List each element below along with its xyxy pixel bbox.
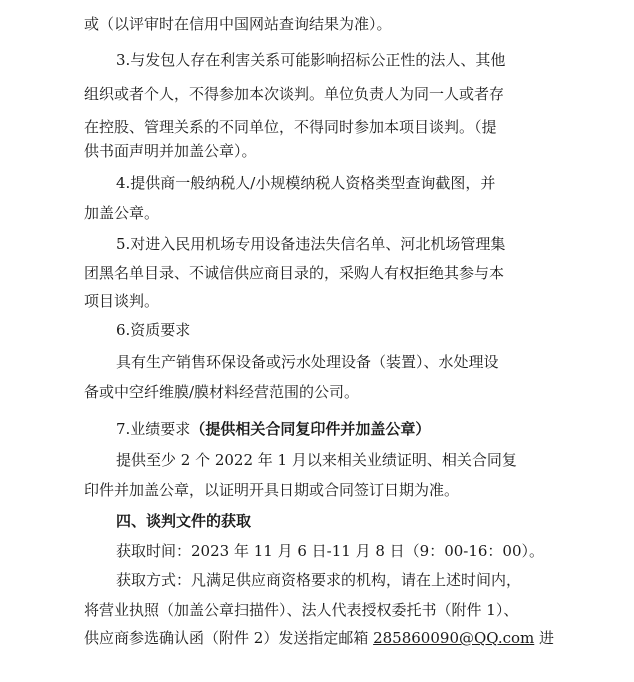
text-line: 获取方式：凡满足供应商资格要求的机构，请在上述时间内， [116,571,522,589]
text-line: 组织或者个人，不得参加本次谈判。单位负责人为同一人或者存 [84,85,505,103]
email-link[interactable]: 285860090@QQ.com [373,629,535,647]
text-line: 4.提供商一般纳税人/小规模纳税人资格类型查询截图，并 [116,174,496,192]
text-line: 具有生产销售环保设备或污水处理设备（装置）、水处理设 [116,353,499,371]
text-line: 提供至少 2 个 2022 年 1 月以来相关业绩证明、相关合同复 [116,451,517,469]
text-line: 团黑名单目录、不诚信供应商目录的，采购人有权拒绝其参与本 [84,264,505,282]
requirement-7 [116,419,430,439]
text-line: 项目谈判。 [84,292,160,310]
requirement-7-note: （提供相关合同复印件并加盖公章） [190,420,431,438]
requirement-7-label: 7.业绩要求 [116,420,191,438]
text-line: 印件并加盖公章，以证明开具日期或合同签订日期为准。 [84,481,460,499]
text-line-email [84,628,554,648]
section-subheading: 6.资质要求 [116,321,191,339]
text-line: 加盖公章。 [84,204,160,222]
text-line: 获取时间：2023 年 11 月 6 日-11 月 8 日（9：00-16：00）。 [116,542,545,560]
text-line: 5.对进入民用机场专用设备违法失信名单、河北机场管理集 [116,235,506,253]
text-line: 供书面声明并加盖公章）。 [84,142,257,160]
text-line: 在控股、管理关系的不同单位，不得同时参加本项目谈判。（提 [84,118,497,136]
section-heading: 四、谈判文件的获取 [116,512,252,530]
text-line: 或（以评审时在信用中国网站查询结果为准）。 [84,15,392,33]
last-line-suffix: 进 [534,629,555,647]
text-line: 将营业执照（加盖公章扫描件）、法人代表授权委托书（附件 1）、 [84,601,519,619]
text-line: 备或中空纤维膜/膜材料经营范围的公司。 [84,383,360,401]
text-line: 3.与发包人存在利害关系可能影响招标公正性的法人、其他 [116,51,506,69]
last-line-prefix: 供应商参选确认函（附件 2）发送指定邮箱 [84,629,374,647]
